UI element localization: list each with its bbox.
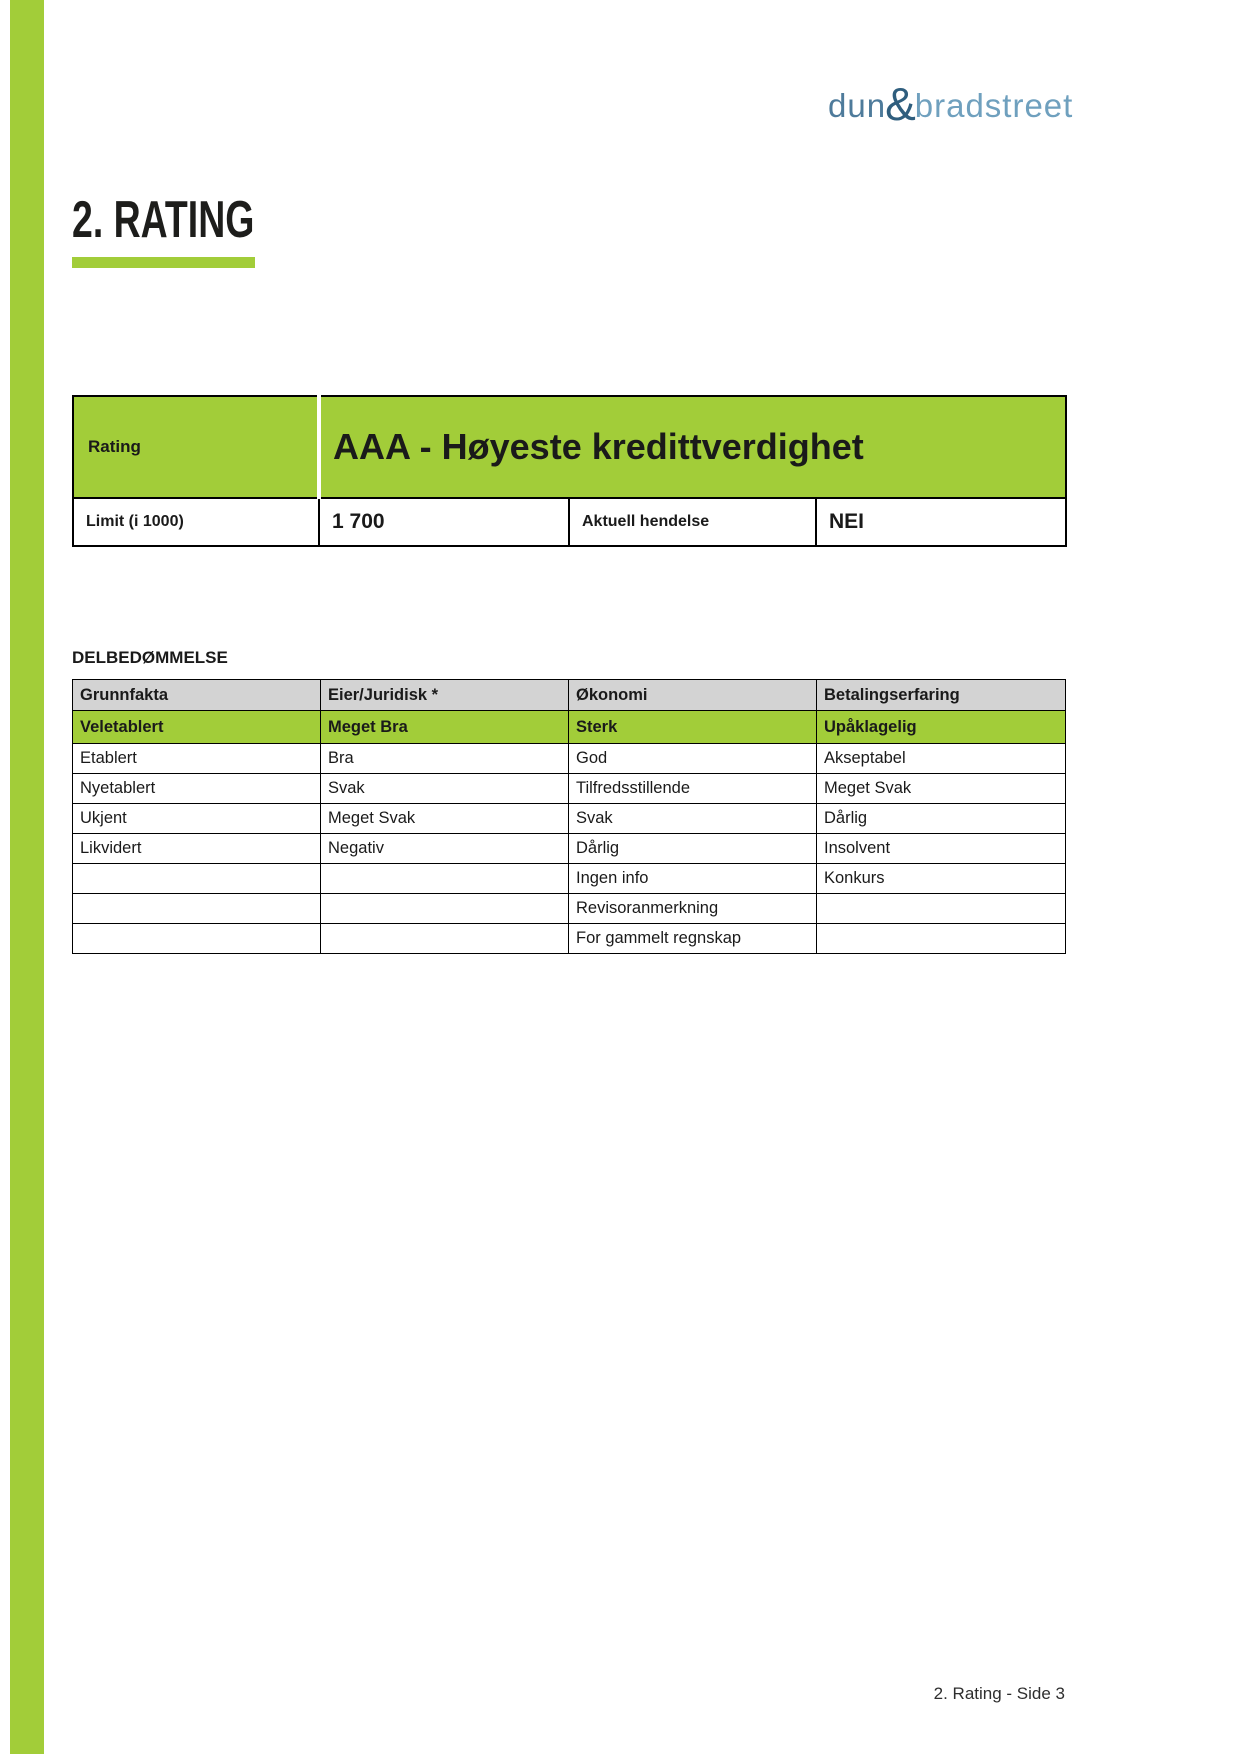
delb-selected-row [73, 711, 1066, 744]
delb-row [73, 804, 1066, 834]
delb-column-header-cell: Betalingserfaring [817, 680, 1066, 711]
dun-bradstreet-logo [828, 74, 1073, 128]
rating-table [72, 395, 1067, 547]
delb-value-cell: Konkurs [817, 864, 1066, 894]
event-value-cell: NEI [816, 498, 1066, 546]
delb-row [73, 924, 1066, 954]
rating-label-cell: Rating [73, 396, 319, 498]
delb-value-cell: Negativ [321, 834, 569, 864]
delb-value-cell [73, 864, 321, 894]
delb-value-cell: Ukjent [73, 804, 321, 834]
delb-value-cell [73, 924, 321, 954]
delb-value-cell: Dårlig [817, 804, 1066, 834]
delb-column-header-cell: Økonomi [569, 680, 817, 711]
delb-column-header-cell: Grunnfakta [73, 680, 321, 711]
page-footer: 2. Rating - Side 3 [933, 1684, 1065, 1703]
rating-row [73, 396, 1066, 498]
logo-ampersand-icon: & [885, 78, 916, 130]
delb-value-cell: Etablert [73, 744, 321, 774]
delb-value-cell: For gammelt regnskap [569, 924, 817, 954]
delb-row [73, 774, 1066, 804]
logo-text-dun: dun [828, 87, 887, 124]
title-underline [72, 257, 255, 268]
delb-row [73, 744, 1066, 774]
delb-value-cell: Revisoranmerkning [569, 894, 817, 924]
delb-value-cell: Tilfredsstillende [569, 774, 817, 804]
delb-selected-value-cell: Meget Bra [321, 711, 569, 744]
delb-value-cell [321, 864, 569, 894]
delb-selected-value-cell: Upåklagelig [817, 711, 1066, 744]
page-title: 2. RATING [72, 191, 255, 249]
delb-value-cell: Meget Svak [321, 804, 569, 834]
limit-label-cell: Limit (i 1000) [73, 498, 319, 546]
delb-value-cell: Nyetablert [73, 774, 321, 804]
delbedommelse-table [72, 679, 1066, 954]
event-label-cell: Aktuell hendelse [569, 498, 816, 546]
logo-text-bradstreet: bradstreet [914, 87, 1074, 124]
delb-value-cell: Likvidert [73, 834, 321, 864]
delbedommelse-section-title: DELBEDØMMELSE [72, 648, 228, 667]
delb-value-cell: God [569, 744, 817, 774]
delb-header-row [73, 680, 1066, 711]
delb-value-cell: Svak [321, 774, 569, 804]
delb-value-cell: Akseptabel [817, 744, 1066, 774]
delb-value-cell: Svak [569, 804, 817, 834]
left-accent-bar [10, 0, 44, 1754]
delb-column-header-cell: Eier/Juridisk * [321, 680, 569, 711]
delb-value-cell: Ingen info [569, 864, 817, 894]
delb-row [73, 894, 1066, 924]
delb-selected-value-cell: Veletablert [73, 711, 321, 744]
delb-value-cell [73, 894, 321, 924]
delb-row [73, 834, 1066, 864]
delb-row [73, 864, 1066, 894]
delb-value-cell [321, 894, 569, 924]
delb-selected-value-cell: Sterk [569, 711, 817, 744]
delb-value-cell: Dårlig [569, 834, 817, 864]
delb-value-cell: Insolvent [817, 834, 1066, 864]
delb-value-cell [321, 924, 569, 954]
delb-value-cell: Meget Svak [817, 774, 1066, 804]
delbedommelse-table-body [73, 680, 1066, 954]
delb-value-cell [817, 924, 1066, 954]
limit-row [73, 498, 1066, 546]
rating-value-cell: AAA - Høyeste kredittverdighet [319, 396, 1066, 498]
delb-value-cell: Bra [321, 744, 569, 774]
delb-value-cell [817, 894, 1066, 924]
limit-value-cell: 1 700 [319, 498, 569, 546]
